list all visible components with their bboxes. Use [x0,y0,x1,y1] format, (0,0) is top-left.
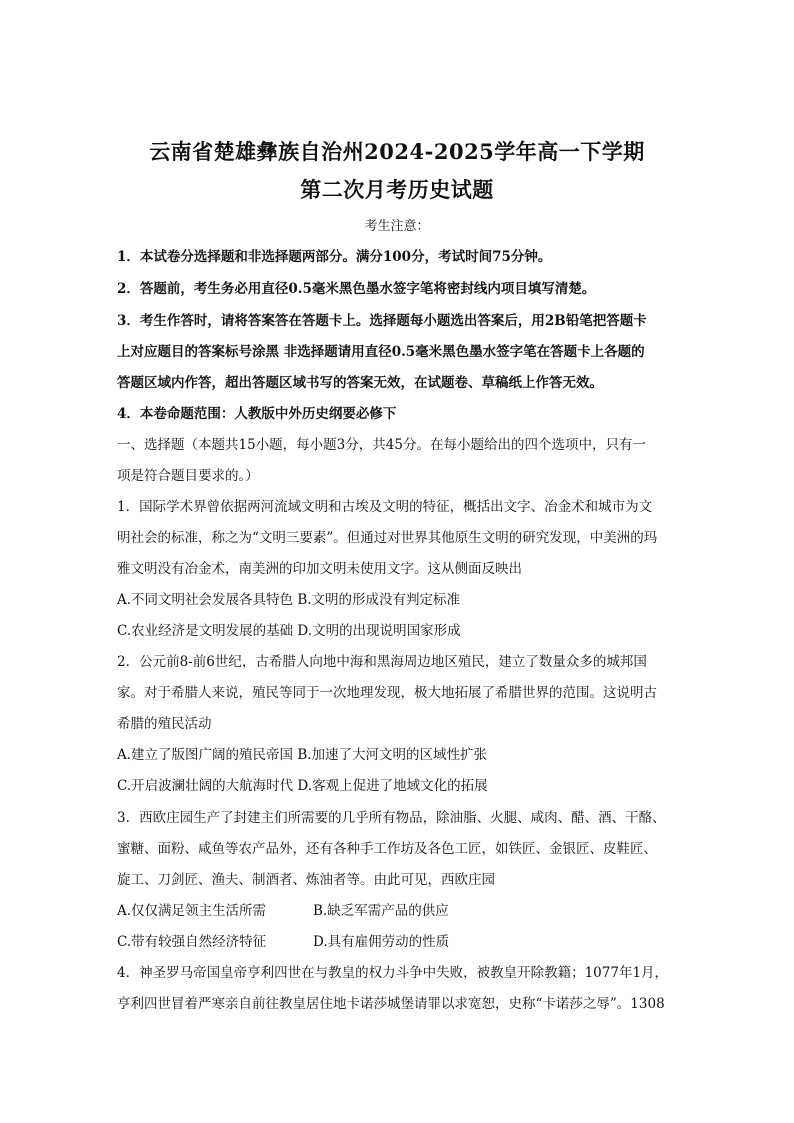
q3-stem-line3: 旋工、刀剑匠、渔夫、制酒者、炼油者等。由此可见，西欧庄园 [117,872,495,888]
q3-stem-line2: 蜜糖、面粉、咸鱼等农产品外，还有各种手工作坊及各色工匠，如铁匠、金银匠、皮鞋匠、 [117,841,657,857]
exam-title-line1: 云南省楚雄彝族自治州2024-2025学年高一下学期 [149,139,645,164]
q2-stem-line1: 2．公元前8-前6世纪，古希腊人向地中海和黑海周边地区殖民，建立了数量众多的城邦国 [117,654,647,670]
q2-stem-line3: 希腊的殖民活动 [117,716,212,732]
q1-options-cd: C.农业经济是文明发展的基础 D.文明的出现说明国家形成 [117,623,461,639]
exam-title-line2: 第二次月考历史试题 [300,177,494,202]
q4-stem-line2: 亨利四世冒着严寒亲自前往教皇居住地卡诺莎城堡请罪以求宽恕，史称“卡诺莎之辱”。1308 [117,996,665,1012]
q1-stem-line3: 雅文明没有冶金术，南美洲的印加文明未使用文字。这从侧面反映出 [117,561,522,577]
section-heading: 一、选择题（本题共15小题，每小题3分，共45分。在每小题给出的四个选项中，只有一 [117,437,646,453]
q3-option-c: C.带有较强自然经济特征 [117,934,267,950]
q1-stem-line2: 明社会的标准，称之为“文明三要素”。但通过对世界其他原生文明的研究发现，中美洲的玛 [117,530,658,546]
notice-heading: 考生注意： [364,219,430,234]
q3-options-row2 [117,932,687,952]
q3-option-d: D.具有雇佣劳动的性质 [313,934,450,950]
q1-options-ab: A.不同文明社会发展各具特色 B.文明的形成没有判定标准 [117,592,461,608]
q2-options-cd: C.开启波澜壮阔的大航海时代 D.客观上促进了地域文化的拓展 [117,778,488,794]
q3-option-a: A.仅仅满足领主生活所需 [117,903,267,919]
q2-stem-line2: 家。对于希腊人来说，殖民等同于一次地理发现，极大地拓展了希腊世界的范围。这说明古 [117,685,657,701]
q3-stem-line1: 3．西欧庄园生产了封建主们所需要的几乎所有物品，除油脂、火腿、咸肉、醋、酒、干酪、 [117,810,666,826]
q4-stem-line1: 4．神圣罗马帝国皇帝亨利四世在与教皇的权力斗争中失败，被教皇开除教籍；1077年1月， [117,965,669,981]
notice-item-3-cont: 上对应题目的答案标号涂黑 非选择题请用直径0.5毫米黑色墨水签字笔在答题卡上各题的 [117,344,645,360]
section-heading-cont: 项是符合题目要求的。） [117,468,259,484]
q2-options-ab: A.建立了版图广阔的殖民帝国 B.加速了大河文明的区域性扩张 [117,747,488,763]
notice-item-3: 3．考生作答时，请将答案答在答题卡上。选择题每小题选出答案后，用2B铅笔把答题卡 [117,313,647,329]
notice-item-2: 2．答题前，考生务必用直径0.5毫米黑色墨水签字笔将密封线内项目填写清楚。 [117,281,596,297]
notice-item-3-cont2: 答题区域内作答，超出答题区域书写的答案无效，在试题卷、草稿纸上作答无效。 [117,375,603,391]
notice-item-1: 1．本试卷分选择题和非选择题两部分。满分100分，考试时间75分钟。 [117,249,552,265]
q3-option-b: B.缺乏军需产品的供应 [313,903,449,919]
q1-stem-line1: 1．国际学术界曾依据两河流域文明和古埃及文明的特征，概括出文字、冶金术和城市为文 [117,499,653,515]
q3-options-row1 [117,901,687,921]
notice-item-4: 4．本卷命题范围：人教版中外历史纲要必修下 [117,406,397,422]
